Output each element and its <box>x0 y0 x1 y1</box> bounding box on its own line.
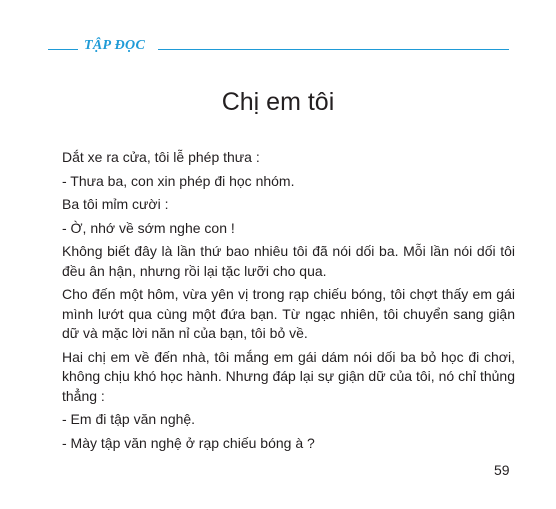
paragraph-3: Ba tôi mỉm cười : <box>62 196 169 212</box>
paragraph-6: Cho đến một hôm, vừa yên vị trong rạp chiếu bóng, tôi chợt thấy em gái mình lướt qua cùng một đứa bạn. Từ ngạc nhiên, tôi chuyển sang giận dữ và mặc lời năn nỉ của bạn, tôi bỏ về. <box>62 286 515 341</box>
section-header <box>48 37 509 53</box>
paragraph-7: Hai chị em về đến nhà, tôi mắng em gái dám nói dối ba bỏ học đi chơi, không chịu khó học hành. Nhưng đáp lại sự giận dữ của tôi, nó chỉ thủng thẳng : <box>62 348 515 404</box>
paragraph-4: - Ờ, nhớ về sớm nghe con ! <box>62 219 235 236</box>
page-title: Chị em tôi <box>221 88 335 116</box>
section-label: TẬP ĐỌC <box>84 38 146 53</box>
header-rule-left <box>48 49 78 50</box>
paragraph-9: - Mày tập văn nghệ ở rạp chiếu bóng à ? <box>62 434 315 451</box>
header-rule-right <box>158 49 509 50</box>
paragraph-5: Không biết đây là lần thứ bao nhiêu tôi đã nói dối ba. Mỗi lần nói dối tôi đều ân hận, nhưng rồi lại tặc lưỡi cho qua. <box>62 243 515 279</box>
story-body <box>62 148 515 457</box>
paragraph-8: - Em đi tập văn nghệ. <box>62 411 196 427</box>
paragraph-2: - Thưa ba, con xin phép đi học nhóm. <box>62 172 295 189</box>
paragraph-1: Dắt xe ra cửa, tôi lễ phép thưa : <box>62 149 260 165</box>
page-number: 59 <box>494 462 510 478</box>
